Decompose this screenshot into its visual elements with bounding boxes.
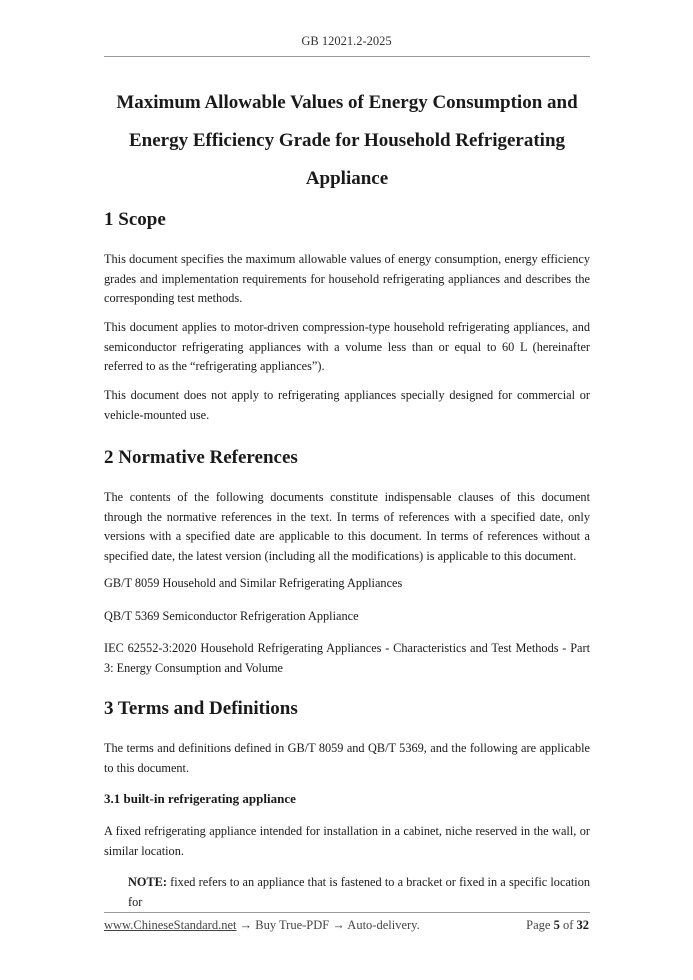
of-label: of — [562, 918, 574, 932]
title-line-1: Maximum Allowable Values of Energy Consumption and — [116, 92, 578, 113]
footer-divider — [104, 912, 590, 913]
section-heading-terms: 3 Terms and Definitions — [104, 698, 298, 719]
reference-item: GB/T 8059 Household and Similar Refrigerating Appliances — [104, 576, 403, 590]
section-heading-normative-references: 2 Normative References — [104, 447, 298, 468]
terms-paragraph: The terms and definitions defined in GB/T 8059 and QB/T 5369, and the following are applicable to this document. — [104, 741, 590, 775]
site-link[interactable]: www.ChineseStandard.net — [104, 918, 237, 932]
subsection-heading-3-1: 3.1 built-in refrigerating appliance — [104, 791, 296, 806]
footer-tagline: → Buy True-PDF → Auto-delivery. — [239, 918, 420, 932]
title-line-3: Appliance — [305, 168, 389, 189]
page-indicator — [526, 918, 589, 933]
note-paragraph — [104, 873, 590, 912]
normative-paragraph: The contents of the following documents constitute indispensable clauses of this document through the normative references in the text. In terms of references with a specified date, only versions with a specified date are applicable to this document. In terms of references without a specified date, the latest version (including all the modifications) is applicable to this document. — [104, 490, 590, 563]
scope-paragraph-2: This document applies to motor-driven compression-type household refrigerating appliances, and semiconductor refrigerating appliances with a volume less than or equal to 60 L (hereinafter referred to as the “refrigerating appliances”). — [104, 320, 590, 373]
document-title — [104, 84, 590, 198]
title-line-2: Energy Efficiency Grade for Household Refrigerating — [128, 130, 566, 151]
definition-paragraph: A fixed refrigerating appliance intended for installation in a cabinet, niche reserved in the wall, or similar location. — [104, 824, 590, 858]
reference-item: QB/T 5369 Semiconductor Refrigeration Appliance — [104, 609, 359, 623]
note-text: fixed refers to an appliance that is fastened to a bracket or fixed in a specific location for — [128, 875, 590, 909]
footer-source — [104, 918, 420, 933]
page-total: 32 — [576, 918, 589, 932]
page-label: Page — [526, 918, 551, 932]
section-heading-scope: 1 Scope — [104, 209, 166, 230]
scope-paragraph-3: This document does not apply to refrigerating appliances specially designed for commercial or vehicle-mounted use. — [104, 388, 590, 422]
scope-paragraph-1: This document specifies the maximum allowable values of energy consumption, energy efficiency grades and implementation requirements for household refrigerating appliances and describes the corresponding test methods. — [104, 252, 590, 305]
note-label: NOTE: — [128, 875, 167, 889]
page-header: GB 12021.2-2025 — [301, 34, 392, 48]
header-divider — [104, 56, 590, 57]
reference-item: IEC 62552-3:2020 Household Refrigerating Appliances - Characteristics and Test Methods - Part 3: Energy Consumption and Volume — [104, 641, 590, 675]
page-number: 5 — [553, 918, 560, 932]
